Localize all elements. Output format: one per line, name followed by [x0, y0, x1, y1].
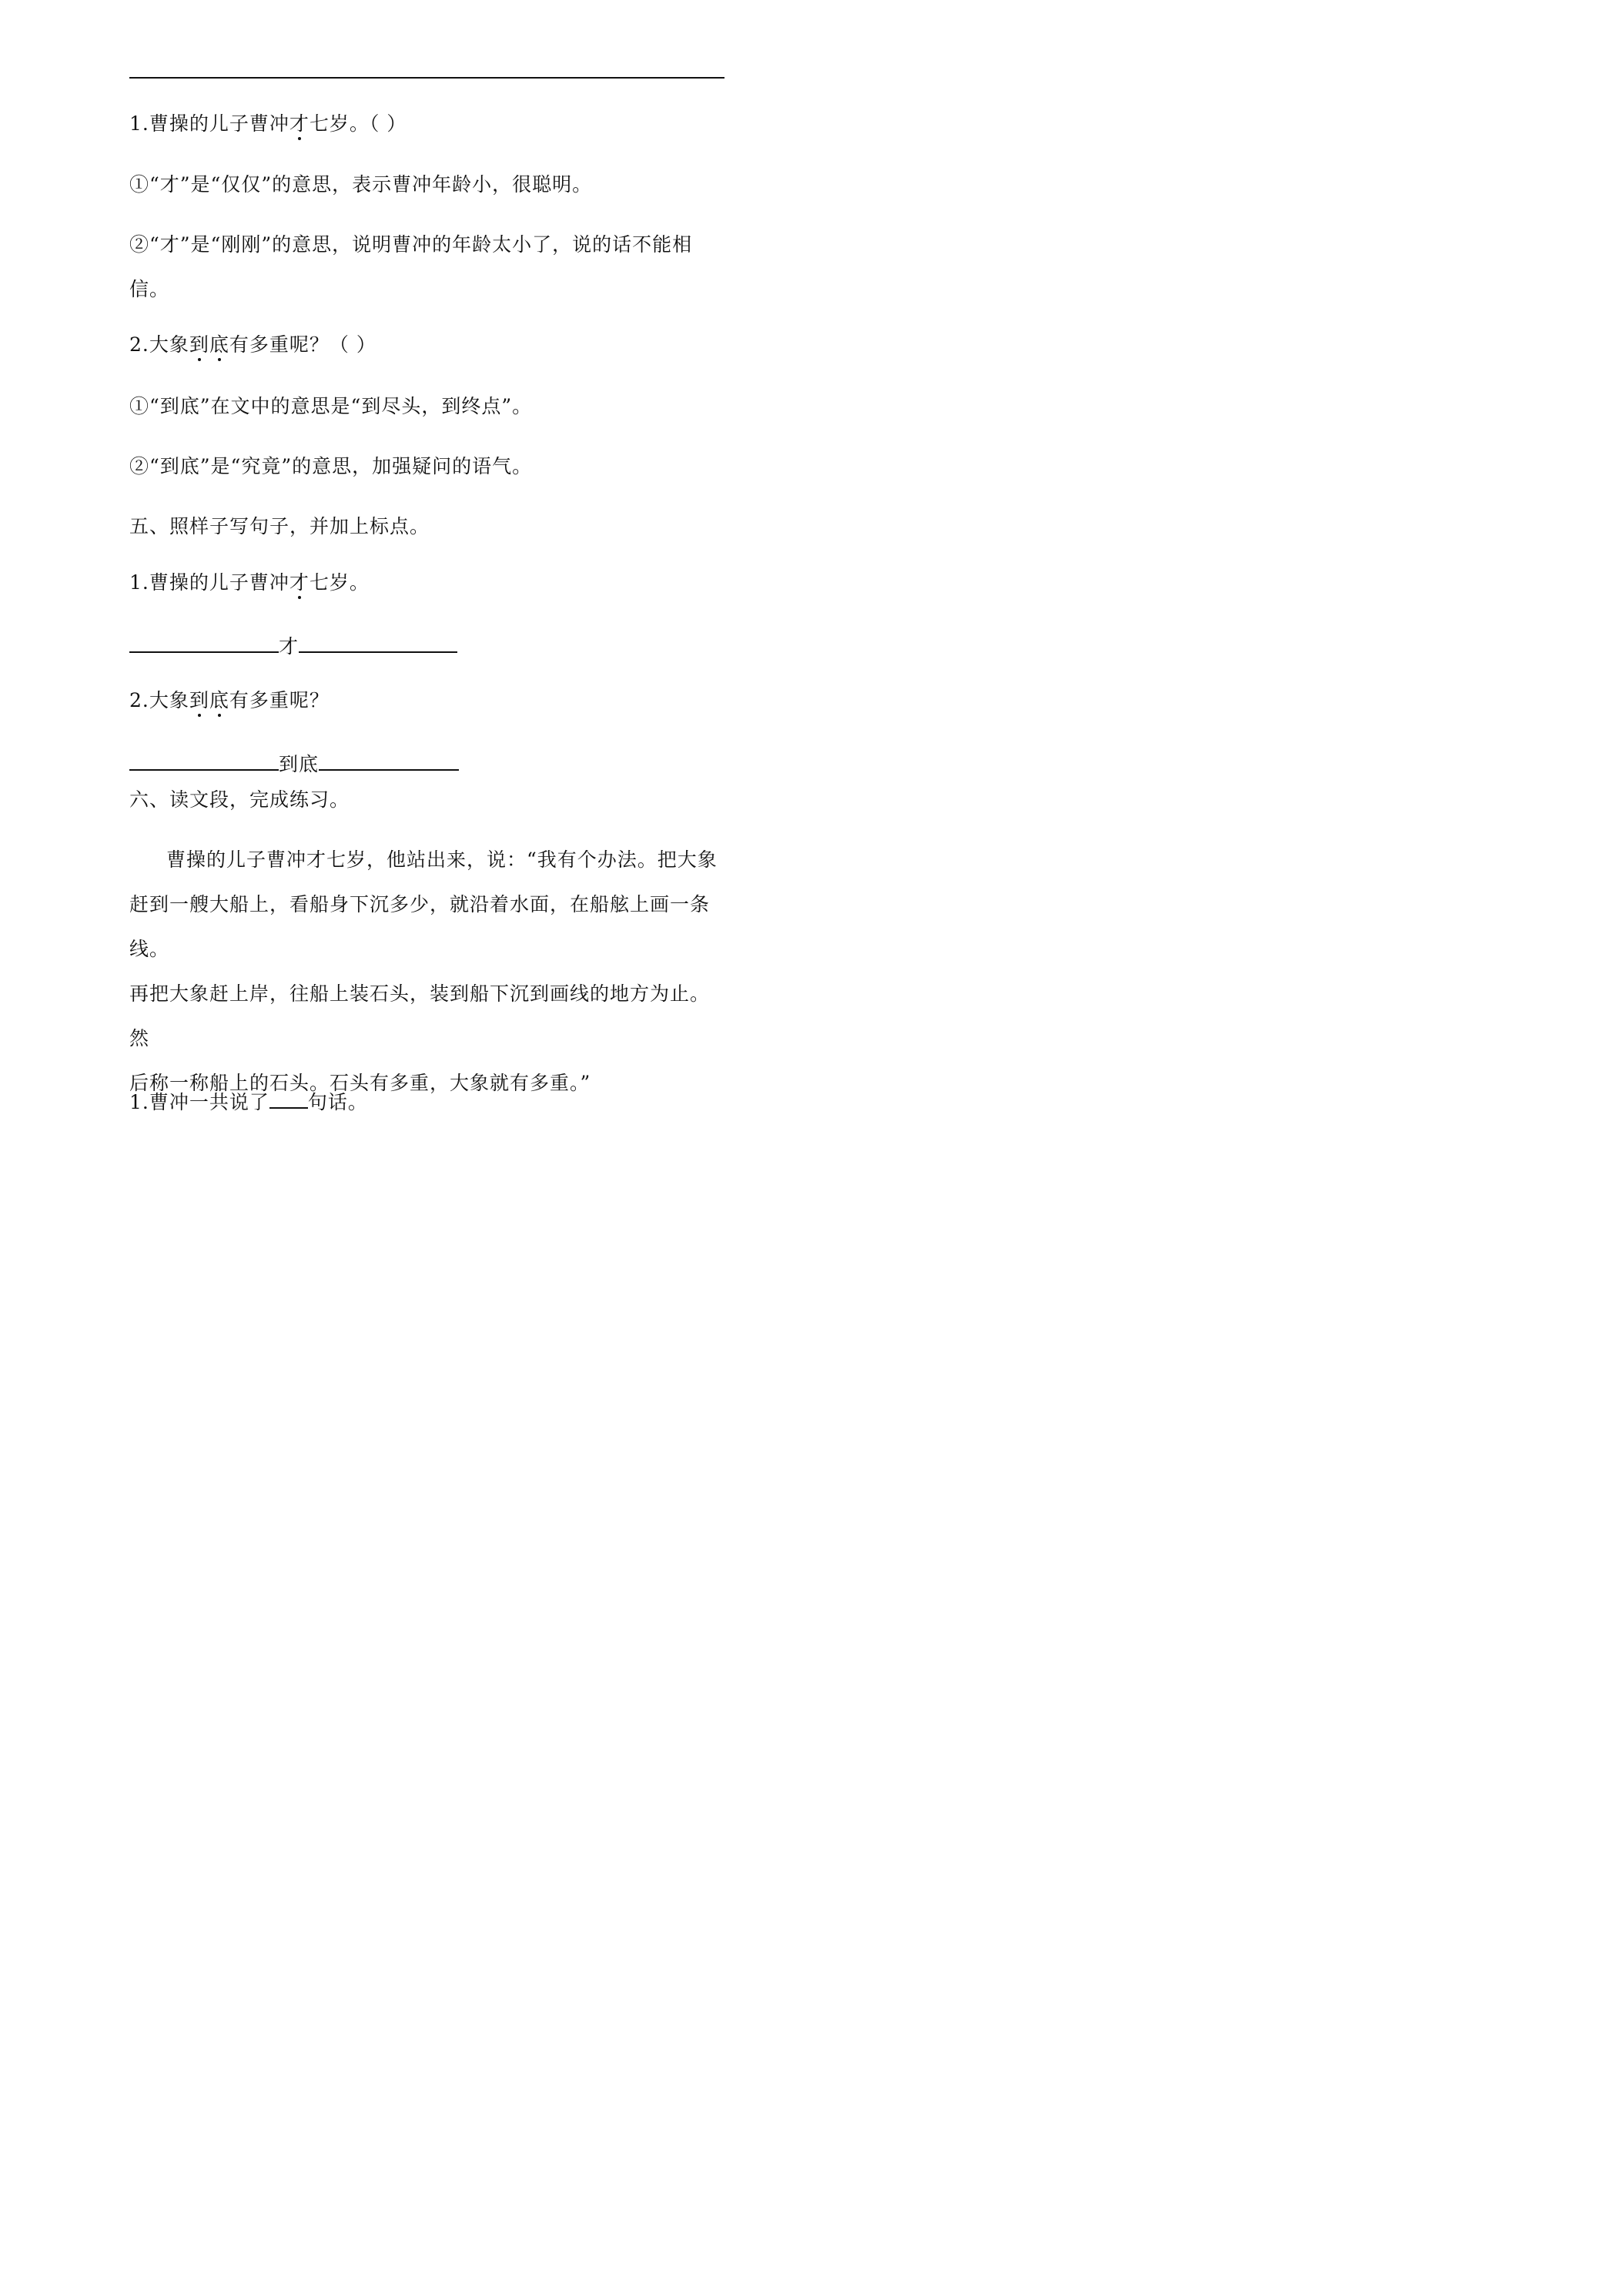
q4-item2-emphasis-2: 底 — [209, 333, 229, 356]
q4-item2-option1: ①“到底”在文中的意思是“到尽头，到终点”。 — [129, 395, 533, 417]
q5-item1-example — [129, 571, 370, 594]
q5-item1-emphasis: 才 — [289, 571, 310, 594]
q5-item1-answer-line — [129, 633, 457, 658]
q5-item2-suffix: 有多重呢？ — [229, 689, 330, 711]
q6-item1-blank[interactable] — [269, 1089, 308, 1109]
q5-item1-fill-word: 才 — [279, 635, 300, 658]
q5-item1-prefix: 1.曹操的儿子曹冲 — [129, 571, 289, 594]
q6-passage-line: 曹操的儿子曹冲才七岁，他站出来，说：“我有个办法。把大象 — [166, 848, 718, 871]
q4-item1-option2-line2: 信。 — [129, 278, 170, 300]
q6-heading: 六、读文段，完成练习。 — [129, 788, 350, 811]
q5-item2-emphasis-2: 底 — [209, 689, 229, 711]
q6-item1-question — [129, 1089, 368, 1114]
worksheet-page — [0, 0, 853, 1207]
q6-passage — [129, 838, 724, 1106]
q5-item2-answer-line — [129, 751, 459, 776]
q4-item1-option2-line1: ②“才”是“刚刚”的意思，说明曹冲的年龄太小了，说的话不能相 — [129, 233, 693, 256]
q4-item1-question — [129, 112, 407, 136]
q4-item1-prefix: 1.曹操的儿子曹冲 — [129, 112, 289, 135]
q4-item1-emphasis: 才 — [289, 112, 310, 135]
q5-item2-emphasis-1: 到 — [189, 689, 209, 711]
q6-passage-line: 赶到一艘大船上，看船身下沉多少，就沿着水面，在船舷上画一条线。 — [129, 893, 711, 960]
q6-passage-line: 后称一称船上的石头。石头有多重，大象就有多重。” — [129, 1072, 591, 1094]
q5-item1-blank-after[interactable] — [299, 633, 457, 653]
q4-item1-suffix: 七岁。（ ） — [309, 112, 407, 135]
q5-item2-blank-before[interactable] — [129, 751, 279, 771]
q6-item1-prefix: 1.曹冲一共说了 — [129, 1091, 269, 1113]
q5-item1-suffix: 七岁。 — [309, 571, 370, 594]
q4-item2-emphasis-1: 到 — [189, 333, 209, 356]
q4-item1-option1: ①“才”是“仅仅”的意思，表示曹冲年龄小，很聪明。 — [129, 173, 593, 196]
q5-item1-blank-before[interactable] — [129, 633, 279, 653]
q5-item2-blank-after[interactable] — [319, 751, 459, 771]
q4-item2-question — [129, 333, 376, 356]
q4-item2-prefix: 2.大象 — [129, 333, 189, 356]
q5-item2-fill-word: 到底 — [279, 753, 320, 775]
q4-item2-suffix: 有多重呢？（ ） — [229, 333, 376, 356]
q5-item2-example — [129, 689, 330, 712]
q5-item2-prefix: 2.大象 — [129, 689, 189, 711]
q4-item2-option2: ②“到底”是“究竟”的意思，加强疑问的语气。 — [129, 455, 533, 477]
header-rule — [129, 77, 724, 79]
q6-passage-line: 再把大象赶上岸，往船上装石头，装到船下沉到画线的地方为止。然 — [129, 982, 711, 1049]
q6-item1-suffix: 句话。 — [307, 1091, 368, 1113]
q5-heading: 五、照样子写句子，并加上标点。 — [129, 515, 430, 537]
